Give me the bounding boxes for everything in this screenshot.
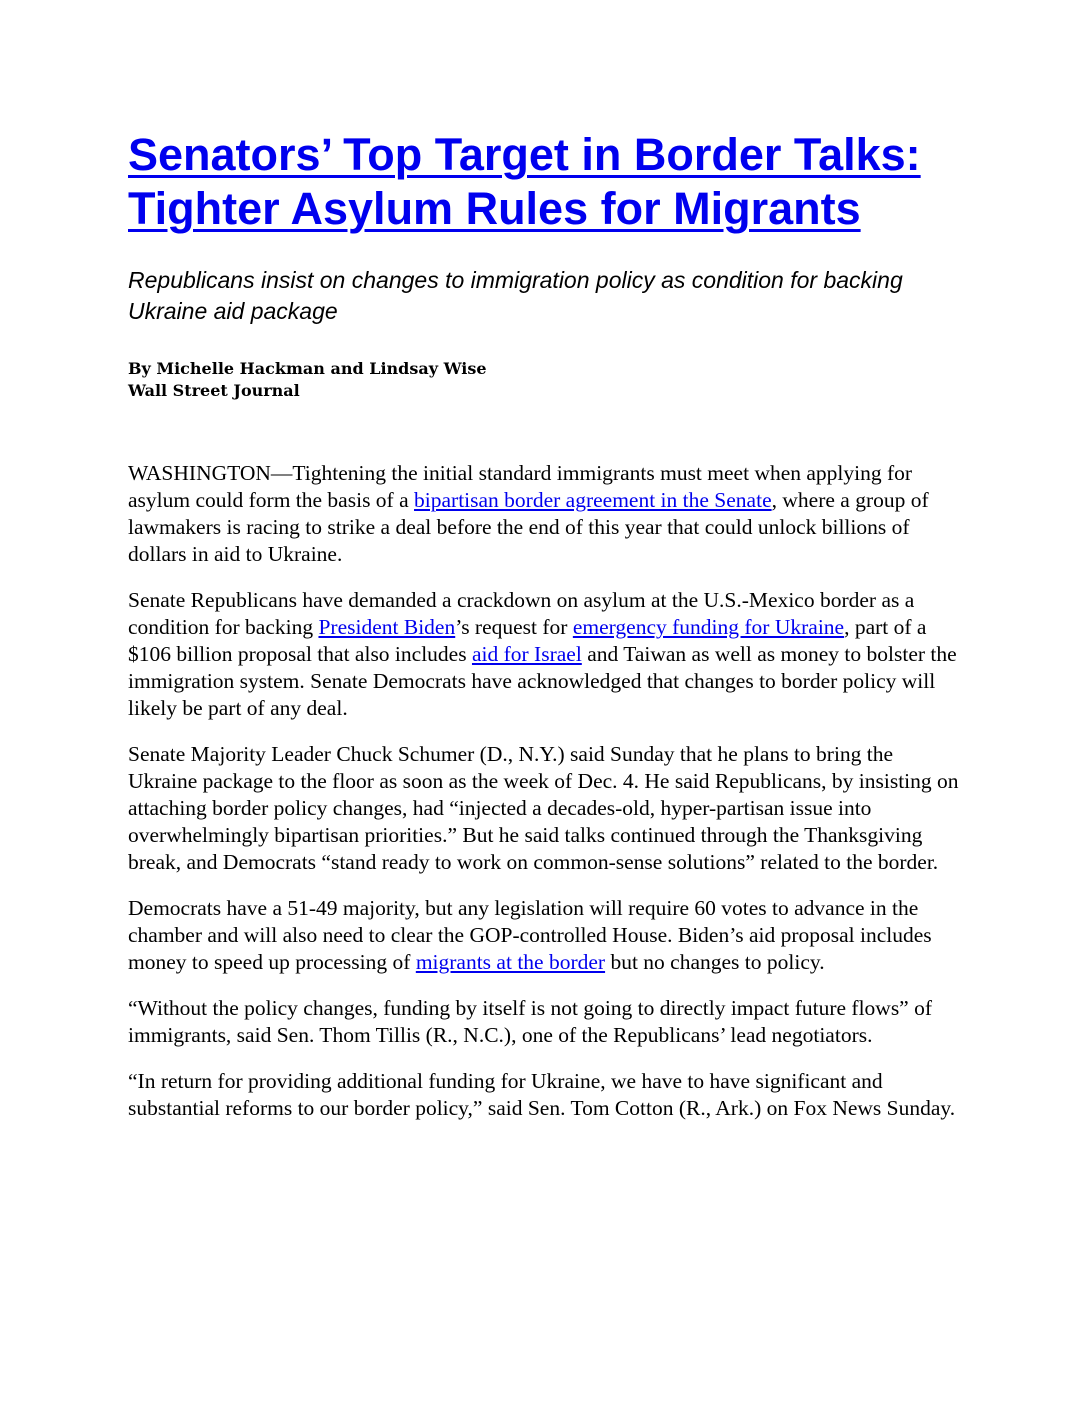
paragraph-5 bbox=[128, 995, 960, 1049]
paragraph-text: Senate Majority Leader Chuck Schumer (D., N.Y.) said Sunday that he plans to bring the Ukraine package to the floor as soon as the week of Dec. 4. He said Republicans, by insisting on attaching border policy changes, had “injected a decades-old, hyper-partisan issue into overwhelmingly bipartisan priorities.” But he said talks continued through the Thanksgiving break, and Democrats “stand ready to work on common-sense solutions” related to the border. bbox=[128, 742, 959, 874]
article bbox=[128, 128, 960, 1141]
paragraph-text: ’s request for bbox=[455, 615, 573, 639]
link-bipartisan-border-agreement[interactable]: bipartisan border agreement in the Senate bbox=[414, 488, 772, 512]
byline-authors: By Michelle Hackman and Lindsay Wise bbox=[128, 359, 487, 378]
paragraph-text: , where a group of lawmakers is racing to strike a deal before the end of this year that could unlock billions of dollars in aid to Ukraine. bbox=[128, 488, 929, 566]
paragraph-4 bbox=[128, 895, 960, 976]
paragraph-2 bbox=[128, 587, 960, 722]
link-president-biden[interactable]: President Biden bbox=[318, 615, 456, 639]
paragraph-text: and Taiwan as well as money to bolster the immigration system. Senate Democrats have acknowledged that changes to border policy will likely be part of any deal. bbox=[128, 642, 957, 720]
link-emergency-funding-ukraine[interactable]: emergency funding for Ukraine bbox=[572, 615, 845, 639]
paragraph-text: , part of a $106 billion proposal that also includes bbox=[128, 615, 927, 666]
paragraph-3 bbox=[128, 741, 960, 876]
headline-link[interactable]: Senators’ Top Target in Border Talks: Tighter Asylum Rules for Migrants bbox=[128, 129, 921, 234]
paragraph-text: “Without the policy changes, funding by itself is not going to directly impact future flows” of immigrants, said Sen. Thom Tillis (R., N.C.), one of the Republicans’ lead negotiators. bbox=[128, 996, 933, 1047]
link-migrants-at-the-border[interactable]: migrants at the border bbox=[415, 950, 606, 974]
paragraph-6 bbox=[128, 1068, 960, 1122]
paragraph-text: Democrats have a 51-49 majority, but any legislation will require 60 votes to advance in the chamber and will also need to clear the GOP-controlled House. Biden’s aid proposal includes money to speed up processing of bbox=[128, 896, 932, 974]
paragraph-1 bbox=[128, 460, 960, 568]
paragraph-text: Senate Republicans have demanded a crackdown on asylum at the U.S.-Mexico border as a condition for backing bbox=[128, 588, 915, 639]
subheadline: Republicans insist on changes to immigration policy as condition for backing Ukraine aid package bbox=[128, 267, 903, 324]
paragraph-text: but no changes to policy. bbox=[605, 950, 825, 974]
byline bbox=[128, 358, 960, 402]
paragraph-text: WASHINGTON—Tightening the initial standard immigrants must meet when applying for asylum could form the basis of a bbox=[128, 461, 913, 512]
link-aid-for-israel[interactable]: aid for Israel bbox=[471, 642, 582, 666]
paragraph-text: “In return for providing additional funding for Ukraine, we have to have significant and substantial reforms to our border policy,” said Sen. Tom Cotton (R., Ark.) on Fox News Sunday. bbox=[128, 1069, 956, 1120]
byline-publication: Wall Street Journal bbox=[128, 381, 300, 400]
article-body bbox=[128, 460, 960, 1122]
headline bbox=[128, 128, 960, 236]
